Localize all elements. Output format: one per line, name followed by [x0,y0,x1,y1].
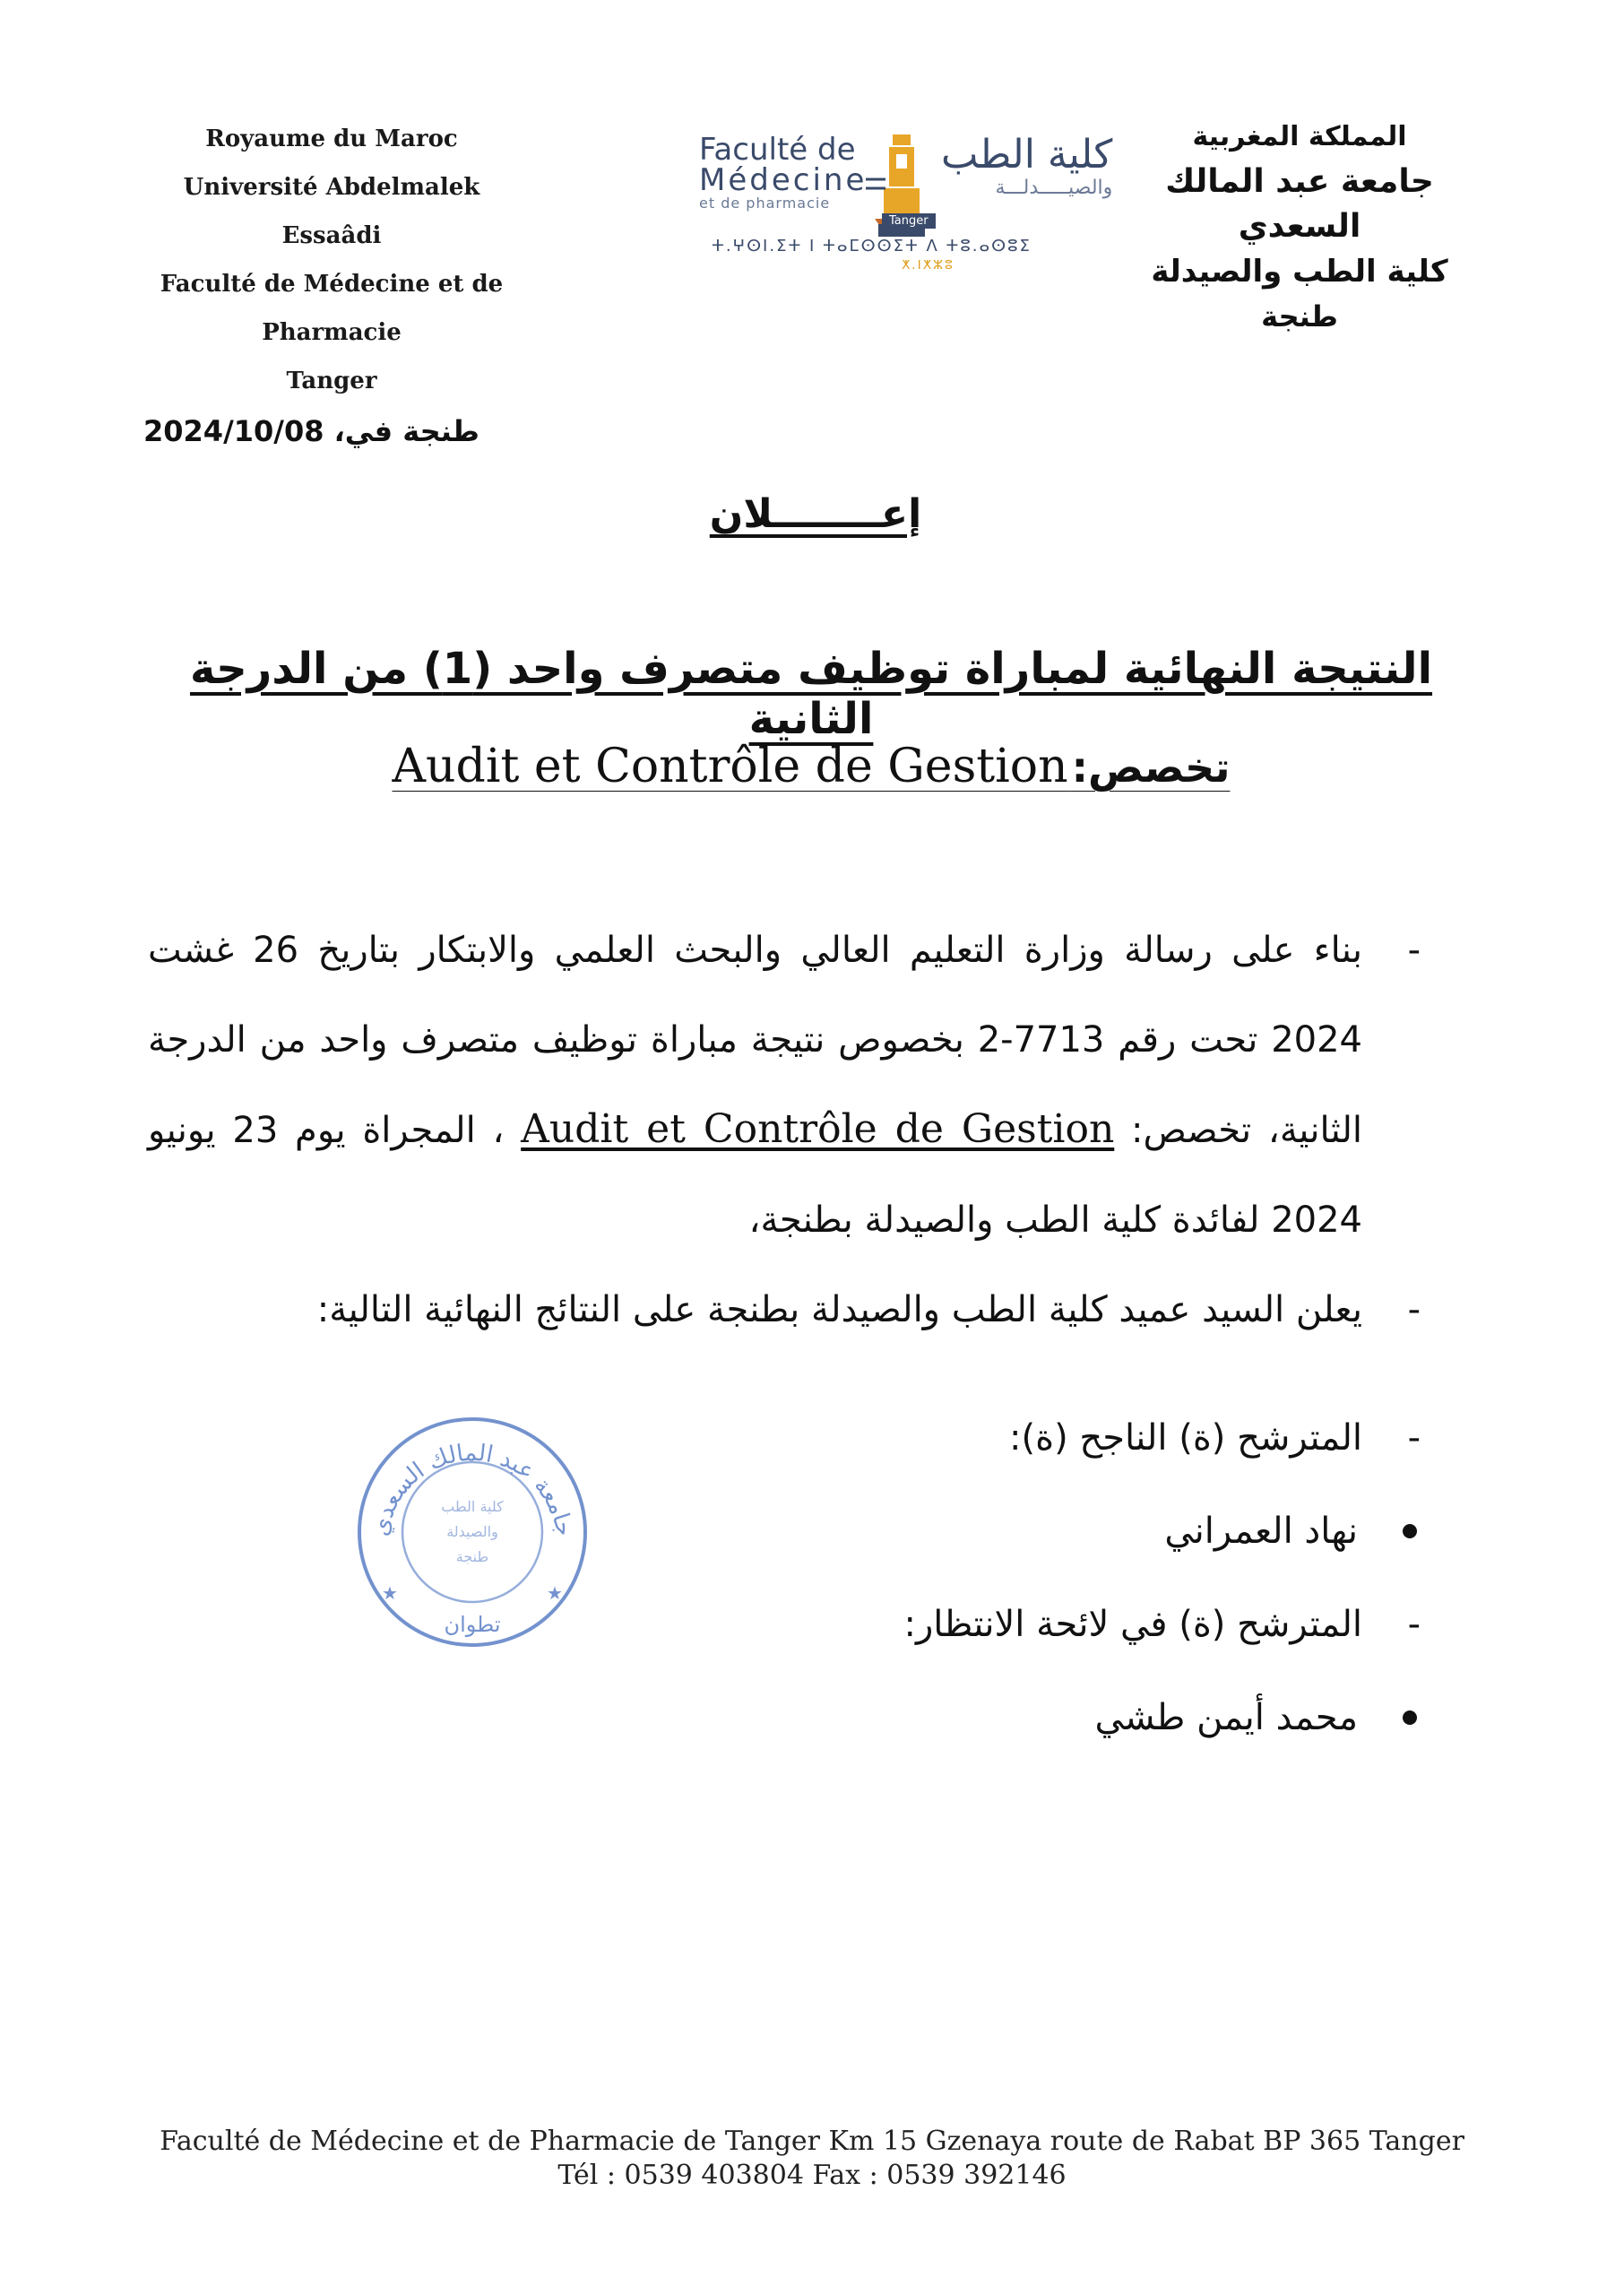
logo-fr-line: Médecine [699,162,868,198]
star-icon: ★ [382,1582,398,1604]
specialty-name: Audit et Contrôle de Gestion [392,740,1068,793]
footer-contact: Tél : 0539 403804 Fax : 0539 392146 [557,2160,1067,2191]
header-fr-line: Tanger [286,368,377,394]
logo-badge: Tanger [882,213,936,229]
paragraph-text: يعلن السيد عميد كلية الطب والصيدلة بطنجة على النتائج النهائية التالية: [316,1289,1362,1330]
specialty-title [179,740,1443,793]
specialty-inline: Audit et Contrôle de Gestion [521,1106,1115,1152]
paragraph-text: ، المجراة يوم 23 يونيو 2024 لفائدة كلية الطب والصيدلة بطنجة، [148,1110,1362,1241]
successful-label: المترشح (ة) الناجح (ة): [1009,1417,1362,1459]
logo-arabic-text [941,133,1112,199]
logo-french-text [699,134,867,212]
logo-fr-line: et de pharmacie [699,195,831,212]
paragraph-announcement [148,1265,1421,1355]
header-ar-line: المملكة المغربية [1192,121,1407,152]
announcement-heading: إعــــــــلان [709,491,922,537]
header-fr-line: Faculté de Médecine et de Pharmacie [160,271,504,346]
paragraph-reference [148,905,1421,1265]
page-footer [0,2125,1624,2193]
logo-fr-line: Faculté de [699,132,856,168]
stamp-inner-line: كلية الطب [441,1498,504,1515]
stamp-city: تطوان [444,1612,501,1637]
logo-ar-line: والصيـــــدلـــة [995,177,1113,199]
results-title: النتيجة النهائية لمباراة توظيف متصرف واحد (1) من الدرجة الثانية [189,644,1433,744]
logo-ar-line: كلية الطب [941,132,1113,178]
logo-tifinagh-text [712,214,1032,255]
candidate-name: نهاد العمراني [1164,1511,1358,1552]
star-icon: ★ [547,1582,563,1604]
document-body [148,905,1421,1355]
header-ar-line: جامعة عبد المالك السعدي [1165,163,1434,245]
waitlist-label: المترشح (ة) في لائحة الانتظار: [903,1604,1362,1645]
footer-address: Faculté de Médecine et de Pharmacie de Tanger Km 15 Gzenaya route de Rabat BP 365 Tanger [160,2126,1464,2157]
logo-tifinagh-line2: ⵅ.ⵏⵅⵣⵓ [902,258,955,273]
specialty-label: تخصص: [1071,743,1231,792]
stamp-university: جامعة عبد المالك السعدي [367,1439,578,1538]
paragraph-text: بناء على رسالة وزارة التعليم العالي والبحث العلمي والابتكار بتاريخ 26 غشت 2024 تحت رقم 7713-2 بخصوص نتيجة مباراة توظيف متصرف واحد من الدرجة الثانية، تخصص: [148,930,1363,1151]
stamp-inner-line: والصيدلة [446,1523,498,1540]
official-stamp [351,1411,593,1653]
stamp-inner-line: طنجة [455,1548,489,1565]
dash-marker: - [1407,1417,1421,1459]
dash-marker: - [1407,1289,1421,1330]
header-ar-line: طنجة [1261,299,1338,333]
bullet-icon [1403,1710,1417,1725]
header-fr-line: Université Abdelmalek Essaâdi [183,174,480,249]
dash-marker: - [1407,930,1421,971]
header-ar-line: كلية الطب والصيدلة [1151,254,1448,290]
document-date: طنجة في، 2024/10/08 [143,414,479,448]
header-fr-line: Royaume du Maroc [205,126,458,152]
bullet-icon [1403,1524,1417,1538]
logo-tf-line: ⵜ.ⵖⵙⵏ.ⵉⵜ Ⅰ ⵜⴰⵎⵙⵙⵉⵜ ⴷ ⵜⵓ.ⴰⵙⵓⵉ [712,237,1032,255]
candidate-name: محمد أيمن طشي [1094,1697,1358,1738]
faculty-logo [690,126,1129,273]
header-french [143,115,520,405]
header-arabic [1111,115,1488,339]
dash-marker: - [1407,1604,1421,1645]
waitlist-candidate [358,1678,1421,1771]
